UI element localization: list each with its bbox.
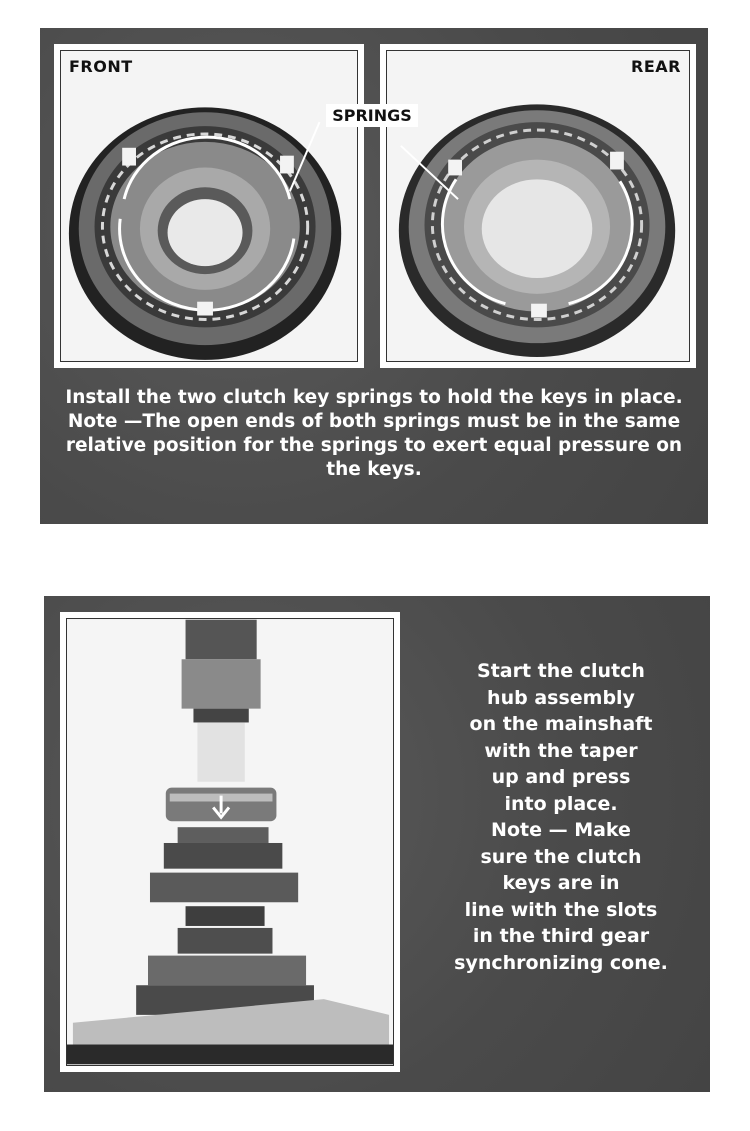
front-clutch-hub-illustration [61,51,357,361]
press-photo-frame [60,612,400,1072]
front-photo-frame [54,44,364,368]
top-caption: Install the two clutch key springs to hold the keys in place. Note —The open ends of both springs must be in the same relative position for the springs to exert equal pressure on the keys. [65,387,683,480]
bottom-caption [432,658,690,976]
top-figure-panel [40,28,708,524]
caption-line: hub assembly [487,686,635,709]
rear-clutch-hub-illustration [387,51,689,361]
caption-line: with the taper [484,739,638,762]
caption-line: into place. [504,792,618,815]
caption-line: line with the slots [464,898,658,921]
caption-line: in the third gear [472,925,650,947]
front-clutch-hub-photo [60,50,358,362]
front-label: FRONT [69,57,133,76]
caption-line: sure the clutch [480,845,642,868]
rear-clutch-hub-photo [386,50,690,362]
rear-label: REAR [631,57,681,76]
springs-callout: SPRINGS [326,104,418,127]
mainshaft-press-photo [66,618,394,1066]
caption-line: Note — Make [491,819,631,841]
caption-line: Start the clutch [477,660,645,682]
mainshaft-press-illustration [67,619,393,1065]
bottom-figure-panel [44,596,710,1092]
caption-line: synchronizing cone. [454,951,668,974]
caption-line: up and press [491,766,631,788]
caption-line: keys are in [502,872,620,894]
rear-photo-frame [380,44,696,368]
caption-line: on the mainshaft [469,713,653,735]
